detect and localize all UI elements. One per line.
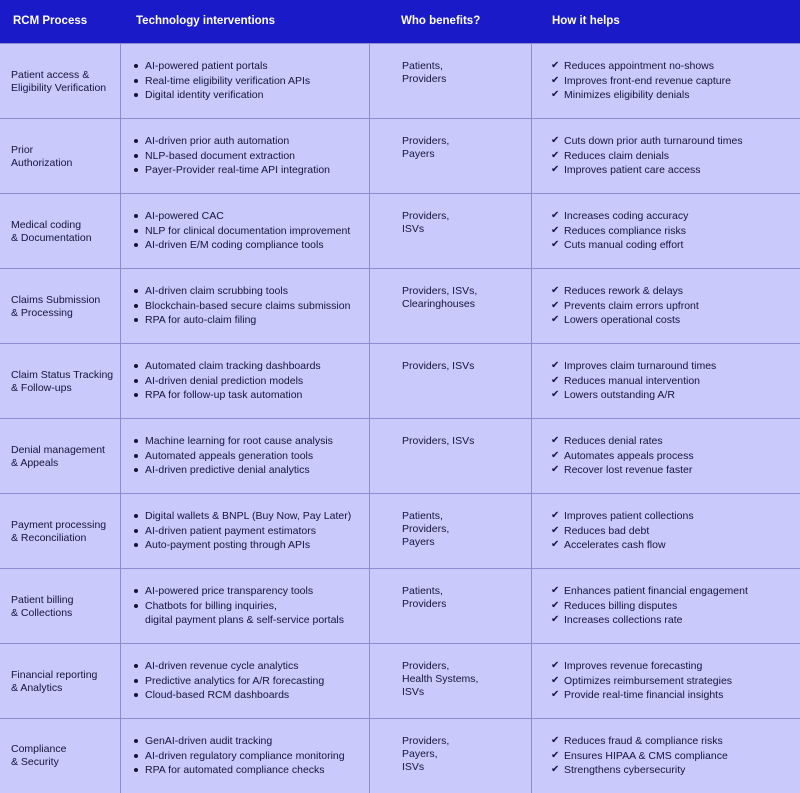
process-name: Patient access & Eligibility Verification — [11, 68, 107, 94]
technology-item: RPA for automated compliance checks — [134, 763, 367, 778]
cell-how-it-helps — [531, 119, 800, 194]
cell-who-benefits — [369, 719, 532, 793]
cell-how-it-helps — [531, 419, 800, 494]
benefit-text: Improves revenue forecasting — [564, 660, 703, 672]
benefit-text: Reduces fraud & compliance risks — [564, 735, 723, 747]
process-name: Patient billing & Collections — [11, 593, 74, 619]
benefit-text: Prevents claim errors upfront — [564, 299, 699, 312]
cell-how-it-helps — [531, 194, 800, 269]
benefit-item — [551, 524, 798, 539]
benefit-item — [551, 434, 798, 449]
check-icon: ✔ — [551, 224, 560, 236]
benefit-text: Recover lost revenue faster — [564, 464, 693, 476]
benefit-list — [551, 734, 798, 778]
check-icon: ✔ — [551, 360, 560, 371]
benefit-text: Increases collections rate — [564, 614, 683, 626]
cell-who-benefits — [369, 494, 532, 569]
technology-list — [134, 584, 367, 628]
process-name: Denial management & Appeals — [11, 443, 105, 469]
check-icon: ✔ — [551, 374, 560, 386]
cell-technology — [120, 344, 370, 419]
technology-item: Automated appeals generation tools — [134, 449, 367, 464]
benefit-item — [551, 284, 798, 299]
benefit-item — [551, 74, 798, 89]
benefit-item — [551, 59, 798, 74]
check-icon: ✔ — [551, 599, 560, 611]
cell-process — [0, 119, 121, 194]
benefit-text: Automates appeals process — [564, 449, 694, 462]
benefit-text: Cuts manual coding effort — [564, 239, 684, 251]
header-rcm-process: RCM Process — [13, 15, 88, 27]
technology-item: Cloud-based RCM dashboards — [134, 688, 367, 703]
benefit-list — [551, 134, 798, 178]
header-how-it-helps: How it helps — [552, 15, 620, 27]
header-who-benefits: Who benefits? — [401, 15, 481, 27]
process-name: Prior Authorization — [11, 143, 73, 169]
technology-list — [134, 434, 367, 478]
technology-list — [134, 734, 367, 778]
benefit-text: Lowers operational costs — [564, 314, 681, 326]
technology-list — [134, 59, 367, 103]
benefit-item — [551, 359, 798, 374]
benefit-text: Strengthens cybersecurity — [564, 764, 686, 776]
benefit-item — [551, 584, 798, 599]
benefit-list — [551, 284, 798, 328]
benefit-item — [551, 299, 798, 314]
cell-who-benefits — [369, 344, 532, 419]
benefit-text: Reduces claim denials — [564, 149, 670, 162]
check-icon: ✔ — [551, 389, 560, 400]
benefit-text: Reduces compliance risks — [564, 224, 686, 237]
benefit-item — [551, 538, 798, 553]
cell-technology — [120, 719, 370, 793]
cell-process — [0, 269, 121, 344]
cell-who-benefits — [369, 419, 532, 494]
technology-item: AI-driven regulatory compliance monitoring — [134, 749, 367, 764]
check-icon: ✔ — [551, 539, 560, 550]
benefit-text: Lowers outstanding A/R — [564, 389, 675, 401]
table-row — [0, 343, 800, 419]
technology-list — [134, 359, 367, 403]
check-icon: ✔ — [551, 89, 560, 100]
check-icon: ✔ — [551, 674, 560, 686]
benefit-list — [551, 659, 798, 703]
benefit-list — [551, 509, 798, 553]
benefit-item — [551, 388, 798, 403]
table-row — [0, 418, 800, 494]
beneficiaries: Patients, Providers — [402, 60, 447, 85]
technology-item: AI-driven E/M coding compliance tools — [134, 238, 367, 253]
technology-item: AI-powered CAC — [134, 209, 367, 224]
benefit-text: Reduces bad debt — [564, 524, 650, 537]
cell-process — [0, 719, 121, 793]
technology-item: Payer-Provider real-time API integration — [134, 163, 367, 178]
cell-who-benefits — [369, 194, 532, 269]
benefit-text: Reduces billing disputes — [564, 599, 678, 612]
cell-technology — [120, 119, 370, 194]
check-icon: ✔ — [551, 210, 560, 221]
benefit-item — [551, 238, 798, 253]
benefit-text: Improves claim turnaround times — [564, 360, 717, 372]
beneficiaries: Providers, ISVs — [402, 435, 475, 447]
check-icon: ✔ — [551, 735, 560, 746]
process-name: Financial reporting & Analytics — [11, 668, 98, 694]
cell-process — [0, 44, 121, 119]
cell-how-it-helps — [531, 569, 800, 644]
cell-how-it-helps — [531, 269, 800, 344]
technology-item: AI-driven revenue cycle analytics — [134, 659, 367, 674]
table-row — [0, 568, 800, 644]
benefit-item — [551, 749, 798, 764]
beneficiaries: Patients, Providers — [402, 585, 447, 610]
check-icon: ✔ — [551, 449, 560, 461]
check-icon: ✔ — [551, 149, 560, 161]
cell-technology — [120, 644, 370, 719]
check-icon: ✔ — [551, 285, 560, 296]
cell-process — [0, 344, 121, 419]
check-icon: ✔ — [551, 464, 560, 475]
benefit-text: Improves front-end revenue capture — [564, 74, 731, 87]
check-icon: ✔ — [551, 510, 560, 521]
benefit-text: Reduces denial rates — [564, 435, 663, 447]
cell-technology — [120, 194, 370, 269]
check-icon: ✔ — [551, 585, 560, 596]
benefit-text: Reduces appointment no-shows — [564, 60, 715, 72]
cell-process — [0, 419, 121, 494]
process-name: Claim Status Tracking & Follow-ups — [11, 368, 114, 394]
check-icon: ✔ — [551, 749, 560, 761]
beneficiaries: Providers, Payers, ISVs — [402, 735, 450, 773]
table-row — [0, 643, 800, 719]
beneficiaries: Providers, ISVs — [402, 360, 475, 372]
technology-item: NLP for clinical documentation improvement — [134, 224, 367, 239]
check-icon: ✔ — [551, 74, 560, 86]
technology-item: Predictive analytics for A/R forecasting — [134, 674, 367, 689]
check-icon: ✔ — [551, 435, 560, 446]
benefit-item — [551, 374, 798, 389]
benefit-item — [551, 449, 798, 464]
benefit-item — [551, 209, 798, 224]
technology-item: Digital wallets & BNPL (Buy Now, Pay Later) — [134, 509, 367, 524]
table-header — [0, 0, 800, 43]
benefit-item — [551, 659, 798, 674]
check-icon: ✔ — [551, 135, 560, 146]
technology-list — [134, 134, 367, 178]
benefit-item — [551, 149, 798, 164]
technology-list — [134, 284, 367, 328]
benefit-item — [551, 688, 798, 703]
benefit-text: Cuts down prior auth turnaround times — [564, 135, 743, 147]
cell-process — [0, 494, 121, 569]
technology-item: RPA for follow-up task automation — [134, 388, 367, 403]
cell-technology — [120, 44, 370, 119]
benefit-item — [551, 509, 798, 524]
technology-item: AI-driven patient payment estimators — [134, 524, 367, 539]
cell-process — [0, 644, 121, 719]
table-row — [0, 493, 800, 569]
technology-item: Digital identity verification — [134, 88, 367, 103]
check-icon: ✔ — [551, 614, 560, 625]
benefit-list — [551, 209, 798, 253]
cell-who-benefits — [369, 644, 532, 719]
benefit-item — [551, 88, 798, 103]
technology-item: AI-driven predictive denial analytics — [134, 463, 367, 478]
table-row — [0, 43, 800, 119]
process-name: Medical coding & Documentation — [11, 218, 92, 244]
technology-item: Auto-payment posting through APIs — [134, 538, 367, 553]
benefit-item — [551, 674, 798, 689]
technology-item: Real-time eligibility verification APIs — [134, 74, 367, 89]
cell-who-benefits — [369, 569, 532, 644]
benefit-text: Increases coding accuracy — [564, 210, 689, 222]
cell-who-benefits — [369, 44, 532, 119]
benefit-list — [551, 59, 798, 103]
benefit-list — [551, 584, 798, 628]
benefit-text: Improves patient collections — [564, 510, 694, 522]
beneficiaries: Providers, Payers — [402, 135, 450, 160]
check-icon: ✔ — [551, 314, 560, 325]
process-name: Compliance & Security — [11, 743, 67, 768]
benefit-text: Improves patient care access — [564, 164, 701, 176]
benefit-item — [551, 224, 798, 239]
beneficiaries: Patients, Providers, Payers — [402, 510, 450, 548]
technology-list — [134, 659, 367, 703]
cell-how-it-helps — [531, 494, 800, 569]
table-row — [0, 268, 800, 344]
table-row — [0, 118, 800, 194]
cell-how-it-helps — [531, 344, 800, 419]
technology-item: Blockchain-based secure claims submission — [134, 299, 367, 314]
technology-item: Machine learning for root cause analysis — [134, 434, 367, 449]
check-icon: ✔ — [551, 239, 560, 250]
benefit-list — [551, 359, 798, 403]
cell-process — [0, 194, 121, 269]
benefit-text: Ensures HIPAA & CMS compliance — [564, 749, 728, 762]
process-name: Payment processing & Reconciliation — [11, 518, 107, 544]
cell-technology — [120, 569, 370, 644]
cell-how-it-helps — [531, 719, 800, 793]
technology-list — [134, 209, 367, 253]
benefit-item — [551, 163, 798, 178]
header-technology-interventions: Technology interventions — [136, 15, 276, 27]
cell-process — [0, 569, 121, 644]
technology-item: RPA for auto-claim filing — [134, 313, 367, 328]
benefit-list — [551, 434, 798, 478]
check-icon: ✔ — [551, 764, 560, 775]
technology-item: Automated claim tracking dashboards — [134, 359, 367, 374]
cell-who-benefits — [369, 269, 532, 344]
cell-technology — [120, 494, 370, 569]
cell-technology — [120, 419, 370, 494]
technology-item: Chatbots for billing inquiries, digital payment plans & self-service portals — [134, 599, 367, 628]
technology-item: AI-driven prior auth automation — [134, 134, 367, 149]
benefit-item — [551, 734, 798, 749]
check-icon: ✔ — [551, 299, 560, 311]
benefit-text: Reduces rework & delays — [564, 285, 684, 297]
benefit-text: Enhances patient financial engagement — [564, 585, 748, 597]
check-icon: ✔ — [551, 660, 560, 671]
beneficiaries: Providers, ISVs, Clearinghouses — [402, 285, 478, 310]
table-row — [0, 193, 800, 269]
technology-item: AI-driven claim scrubbing tools — [134, 284, 367, 299]
cell-who-benefits — [369, 119, 532, 194]
benefit-item — [551, 613, 798, 628]
technology-item: AI-powered patient portals — [134, 59, 367, 74]
benefit-text: Optimizes reimbursement strategies — [564, 674, 733, 687]
check-icon: ✔ — [551, 60, 560, 71]
check-icon: ✔ — [551, 689, 560, 700]
benefit-item — [551, 763, 798, 778]
benefit-text: Reduces manual intervention — [564, 374, 700, 387]
benefit-item — [551, 599, 798, 614]
cell-how-it-helps — [531, 44, 800, 119]
check-icon: ✔ — [551, 164, 560, 175]
process-name: Claims Submission & Processing — [11, 293, 101, 319]
beneficiaries: Providers, Health Systems, ISVs — [402, 660, 479, 698]
benefit-item — [551, 313, 798, 328]
technology-item: AI-driven denial prediction models — [134, 374, 367, 389]
technology-item: AI-powered price transparency tools — [134, 584, 367, 599]
cell-technology — [120, 269, 370, 344]
technology-item: NLP-based document extraction — [134, 149, 367, 164]
benefit-item — [551, 463, 798, 478]
beneficiaries: Providers, ISVs — [402, 210, 450, 235]
benefit-item — [551, 134, 798, 149]
technology-list — [134, 509, 367, 553]
benefit-text: Provide real-time financial insights — [564, 689, 724, 701]
cell-how-it-helps — [531, 644, 800, 719]
technology-item: GenAI-driven audit tracking — [134, 734, 367, 749]
benefit-text: Minimizes eligibility denials — [564, 89, 690, 101]
benefit-text: Accelerates cash flow — [564, 539, 666, 551]
check-icon: ✔ — [551, 524, 560, 536]
table-row — [0, 718, 800, 793]
